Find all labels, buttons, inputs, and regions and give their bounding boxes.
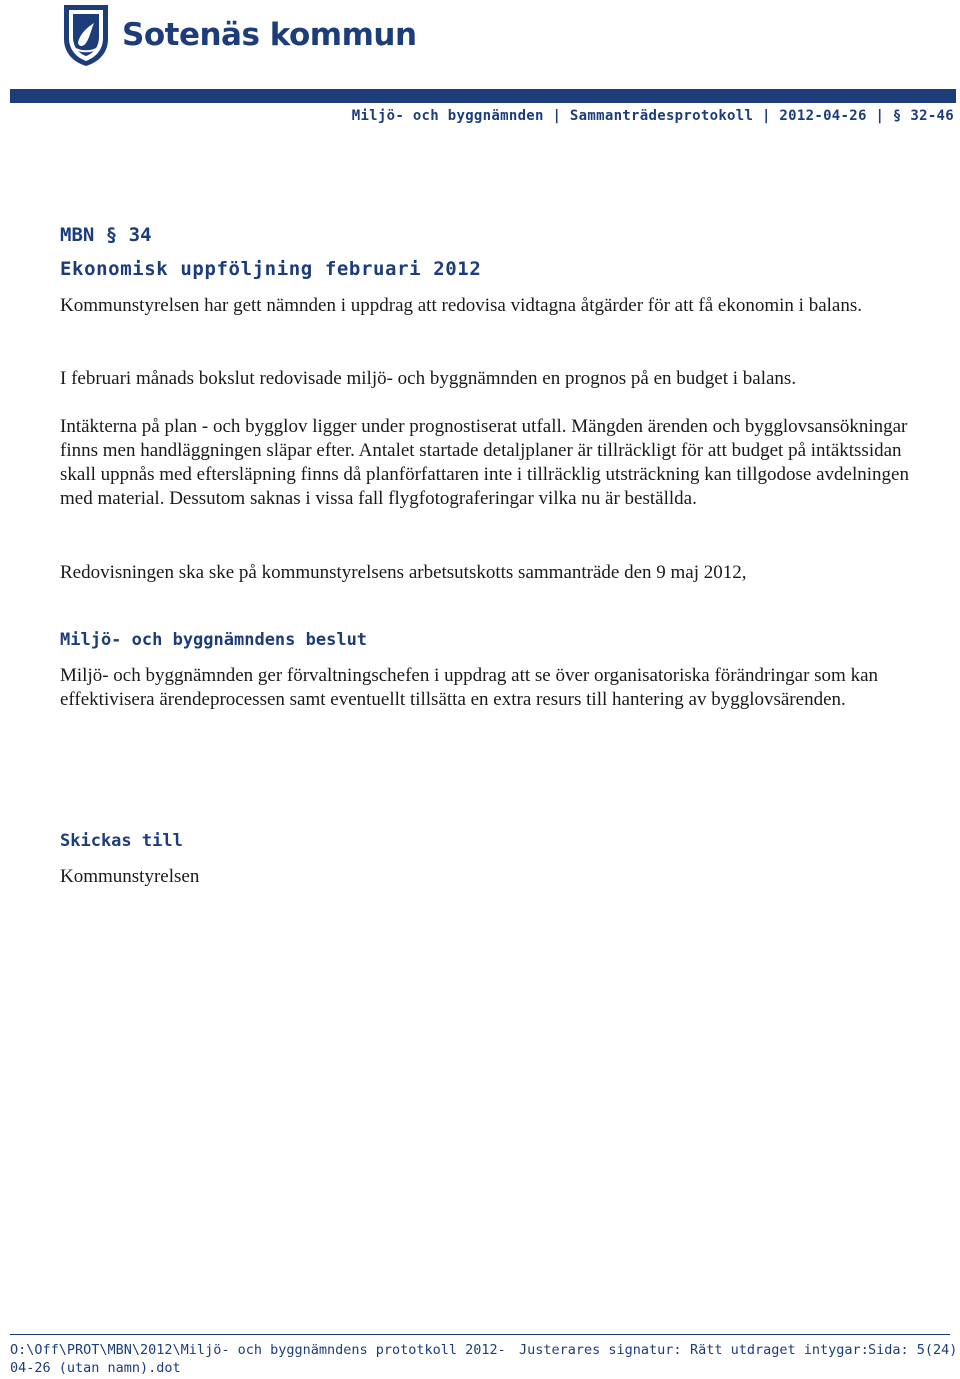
decision-heading: Miljö- och byggnämndens beslut bbox=[60, 630, 368, 650]
paragraph-forecast: I februari månads bokslut redovisade miljö- och byggnämnden en prognos på en budget i balans. bbox=[60, 368, 797, 389]
paragraph-assignment: Kommunstyrelsen har gett nämnden i uppdrag att redovisa vidtagna åtgärder för att få ekonomin i balans. bbox=[60, 295, 862, 316]
send-to-heading: Skickas till bbox=[60, 831, 183, 851]
header-bar bbox=[10, 89, 956, 103]
paragraph-revenue: Intäkterna på plan - och bygglov ligger under prognostiserat utfall. Mängden ärenden och bygglovsansökningar finns men handläggningen släpar efter. Antalet startade detaljplaner är tillräckligt för att budget på intäktssidan skall uppnås med eftersläpning finns då planförfattaren inte i tillräcklig utsträckning kan tillgodose avdelningen med material. Dessutom saknas i vissa fall flygfotograferingar vilka nu är beställda. bbox=[60, 416, 909, 509]
file-path-line-2: 04-26 (utan namn).dot bbox=[10, 1360, 181, 1376]
paragraph-reporting: Redovisningen ska ske på kommunstyrelsens arbetsutskotts sammanträde den 9 maj 2012, bbox=[60, 562, 747, 583]
municipality-logo bbox=[60, 2, 417, 68]
file-path-line-1: O:\Off\PROT\MBN\2012\Miljö- och byggnämndens prototkoll 2012- bbox=[10, 1342, 506, 1358]
footer-certified-label: Rätt utdraget intygar: bbox=[690, 1342, 869, 1358]
section-number: MBN § 34 bbox=[60, 224, 152, 246]
decision-text: Miljö- och byggnämnden ger förvaltningschefen i uppdrag att se över organisatoriska förändringar som kan effektivisera ärendeprocessen samt eventuellt tillsätta en extra resurs till hantering av bygglovsärenden. bbox=[60, 665, 879, 710]
org-name: Sotenäs kommun bbox=[122, 17, 417, 53]
footer-file-path bbox=[10, 1341, 506, 1377]
coat-of-arms-icon bbox=[60, 3, 112, 67]
section-title: Ekonomisk uppföljning februari 2012 bbox=[60, 258, 482, 280]
send-to-recipient: Kommunstyrelsen bbox=[60, 866, 200, 887]
footer-divider bbox=[10, 1334, 950, 1335]
footer-signature-label: Justerares signatur: bbox=[519, 1342, 682, 1358]
document-meta: Miljö- och byggnämnden | Sammanträdesprotokoll | 2012-04-26 | § 32-46 bbox=[351, 108, 954, 124]
footer-page-number: Sida: 5(24) bbox=[868, 1342, 958, 1358]
